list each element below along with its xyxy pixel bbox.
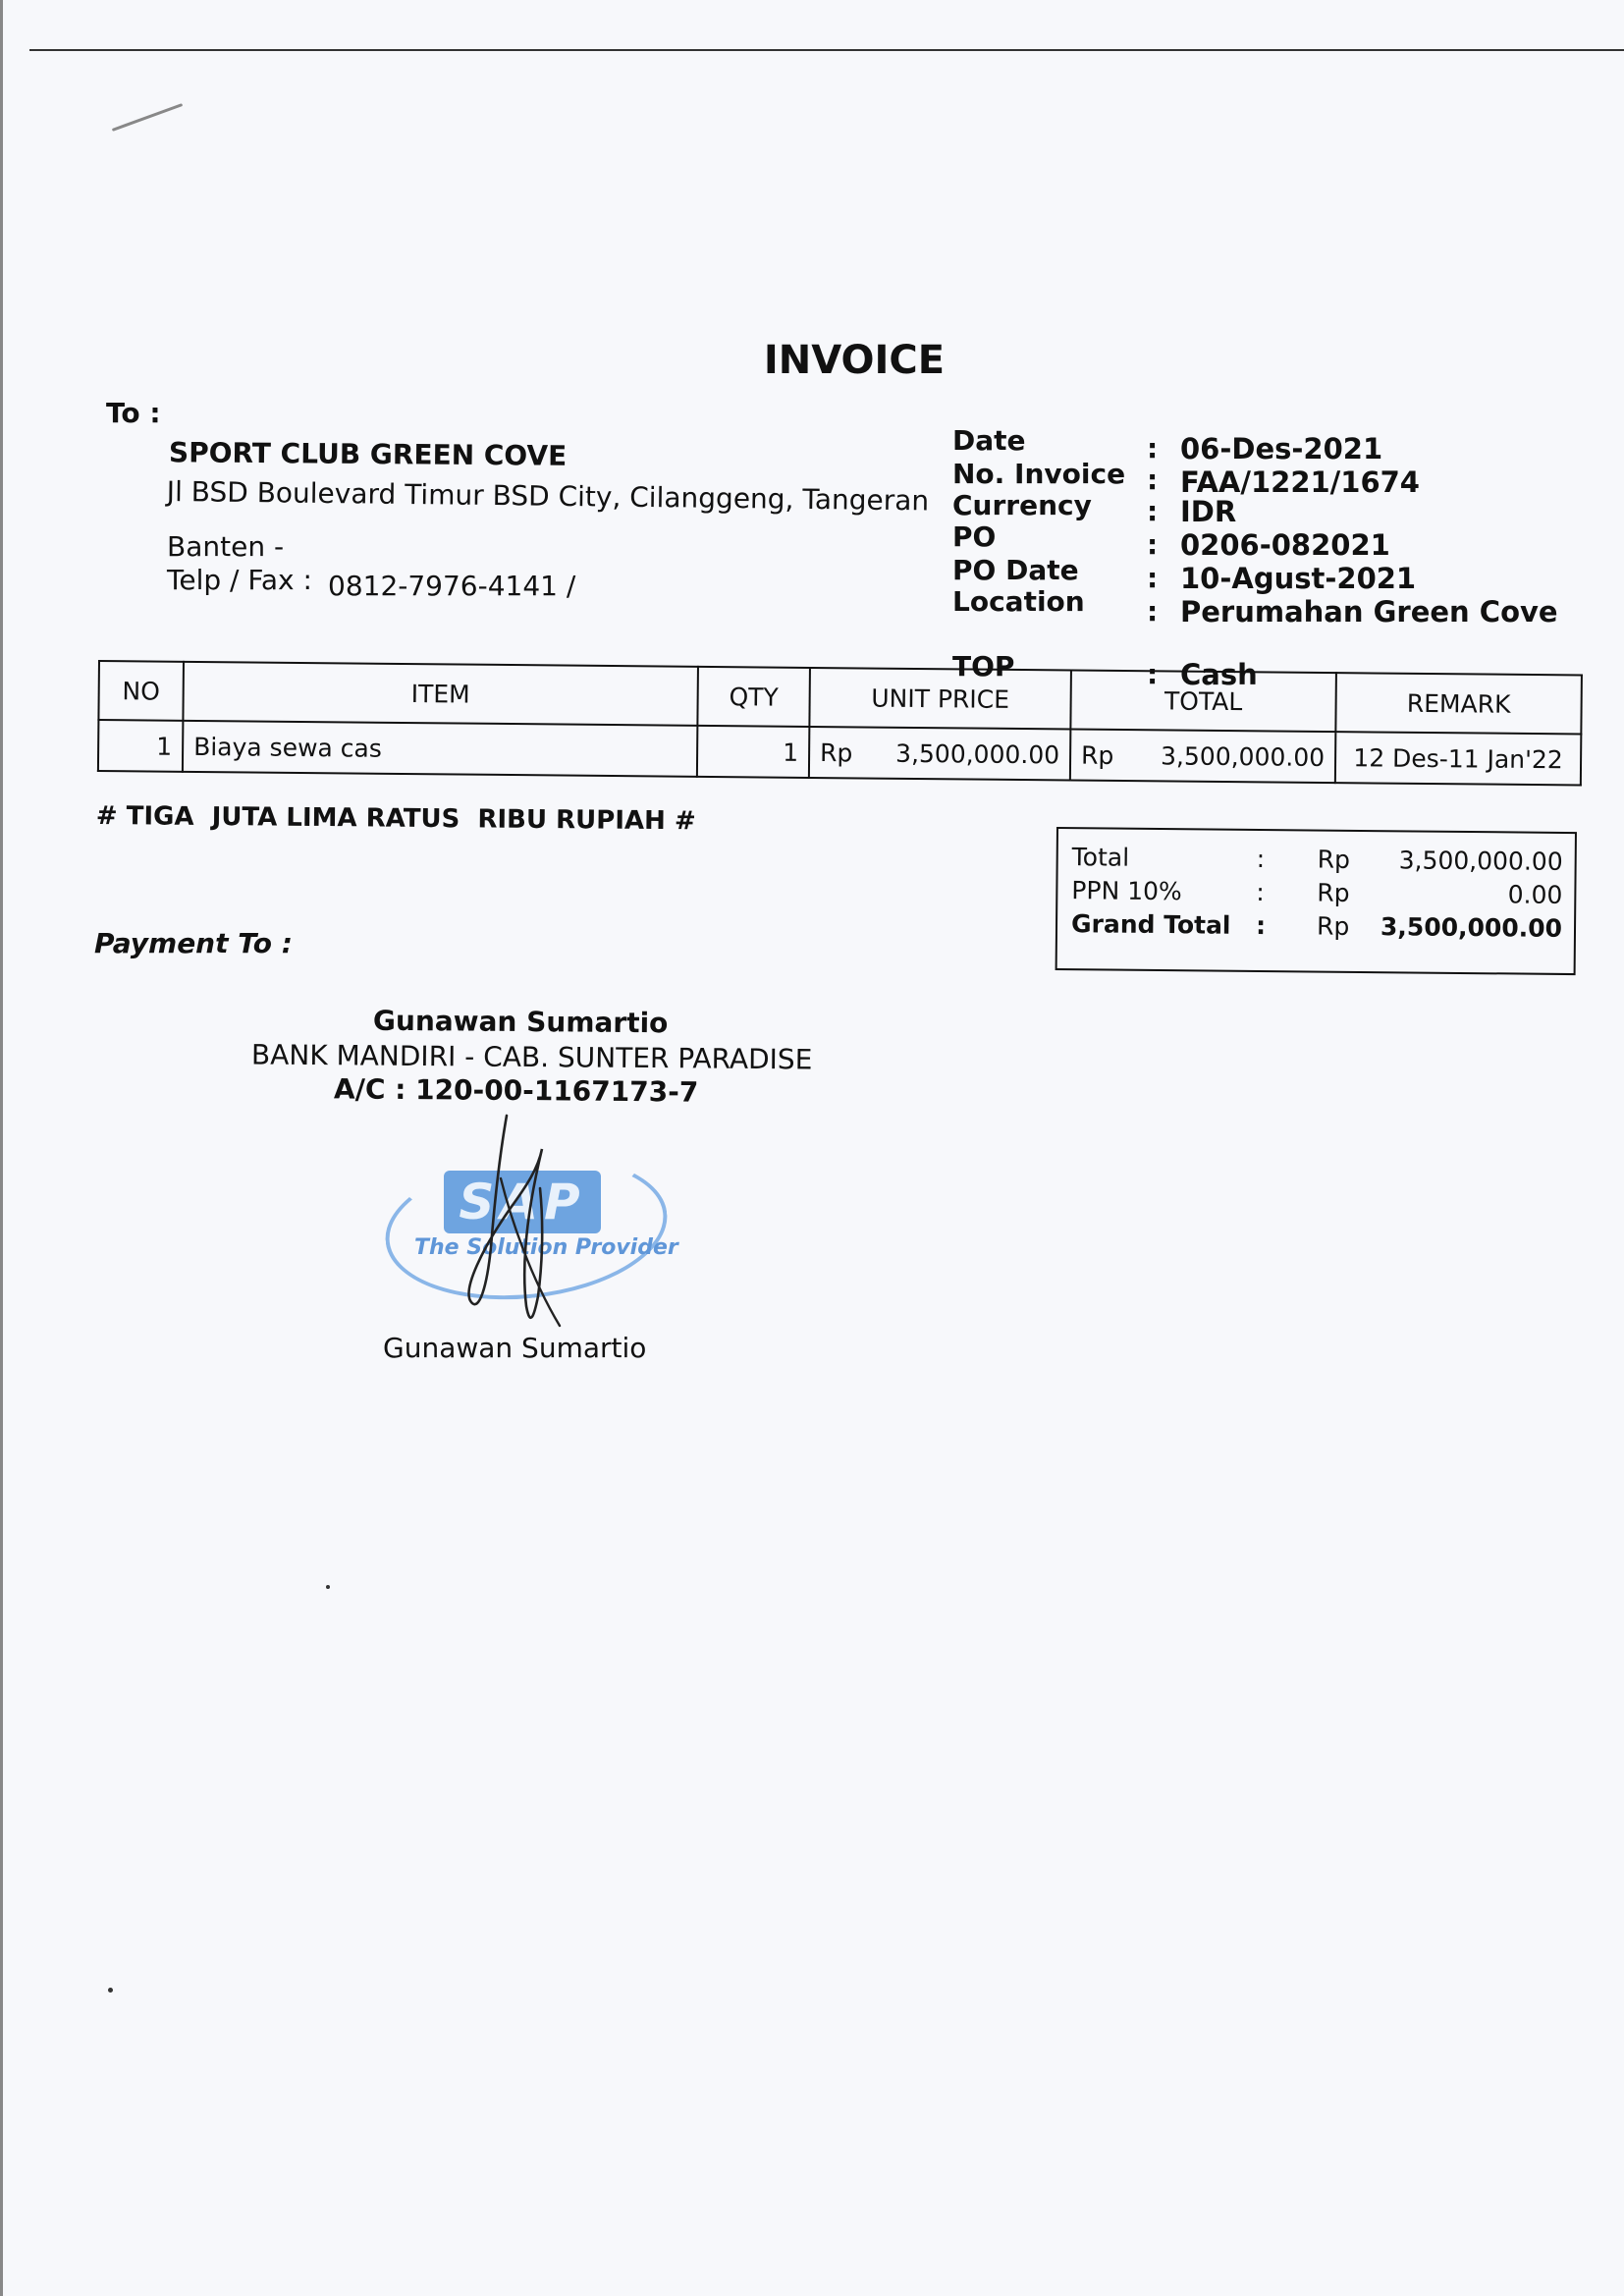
po-date-label: PO Date [952,554,1079,586]
row-item: Biaya sewa cas [183,721,697,777]
top-colon: : [1147,658,1159,690]
totals-box [1056,827,1577,975]
row-qty: 1 [697,726,809,778]
header-qty: QTY [697,667,810,727]
currency-colon: : [1147,495,1159,527]
totals-row-total [1072,843,1563,881]
signature [432,1110,589,1336]
scan-speck [108,1988,113,1993]
customer-address-line1: Jl BSD Boulevard Timur BSD City, Cilanggeng, Tangeran [166,475,930,518]
items-table [97,660,1583,787]
payment-name: Gunawan Sumartio [372,1004,669,1040]
customer-address-line2: Banten - [167,530,285,563]
row-total-cell [1070,730,1335,784]
signatory-name: Gunawan Sumartio [383,1332,647,1364]
invoice-number-colon: : [1147,464,1159,496]
location-value: Perumahan Green Cove [1180,595,1558,629]
payment-label: Payment To : [94,927,293,959]
row-total-currency: Rp [1080,740,1114,770]
invoice-number-label: No. Invoice [952,458,1126,490]
header-unit-price: UNIT PRICE [809,668,1071,730]
payment-account: A/C : 120-00-1167173-7 [333,1072,699,1109]
currency-label: Currency [952,489,1092,521]
company-stamp-logo: SAP [444,1171,601,1233]
ppn-label: PPN 10% [1071,876,1182,906]
row-total: 3,500,000.00 [1160,740,1326,772]
ppn-value: 0.00 [1507,880,1563,909]
pencil-mark [112,103,183,132]
scan-top-edge [29,49,1624,51]
po-date-value: 10-Agust-2021 [1180,562,1417,595]
row-unit-price-cell [809,727,1070,781]
header-no: NO [98,661,184,721]
grand-total-colon: : [1255,910,1267,941]
customer-phone-value: 0812-7976-4141 / [328,570,576,602]
date-label: Date [952,424,1026,457]
row-remark: 12 Des-11 Jan'22 [1335,732,1581,785]
to-label: To : [106,397,161,429]
ppn-colon: : [1256,877,1265,907]
po-label: PO [952,520,997,553]
grand-total-value: 3,500,000.00 [1380,912,1563,943]
customer-phone-label: Telp / Fax : [167,564,312,596]
grand-total-label: Grand Total [1070,909,1231,940]
total-colon: : [1256,844,1266,874]
grand-total-currency: Rp [1316,911,1350,941]
po-value: 0206-082021 [1180,528,1390,562]
top-value: Cash [1180,658,1258,691]
location-label: Location [952,585,1085,618]
page-title: INVOICE [763,338,946,383]
totals-row-ppn [1071,876,1562,914]
invoice-number-value: FAA/1221/1674 [1180,465,1420,499]
row-no: 1 [98,720,183,772]
total-label: Total [1071,843,1130,872]
company-stamp-tagline: The Solution Provider [414,1235,678,1260]
currency-value: IDR [1180,495,1237,528]
customer-name: SPORT CLUB GREEN COVE [168,436,568,472]
scan-speck [326,1585,330,1589]
header-total: TOTAL [1070,671,1336,733]
row-unit-currency: Rp [819,738,853,767]
row-unit-price: 3,500,000.00 [894,738,1060,769]
payment-bank: BANK MANDIRI - CAB. SUNTER PARADISE [250,1038,813,1076]
header-remark: REMARK [1335,673,1582,734]
date-value: 06-Des-2021 [1180,432,1383,465]
date-colon: : [1147,432,1159,465]
totals-row-grand [1071,909,1562,948]
ppn-currency: Rp [1317,878,1350,907]
header-item: ITEM [183,662,698,726]
po-colon: : [1147,528,1159,561]
amount-in-words: # TIGA JUTA LIMA RATUS RIBU RUPIAH # [95,801,696,837]
total-currency: Rp [1317,845,1351,874]
location-colon: : [1147,595,1159,628]
po-date-colon: : [1147,562,1159,594]
top-label: TOP [952,650,1015,683]
total-value: 3,500,000.00 [1398,846,1563,876]
